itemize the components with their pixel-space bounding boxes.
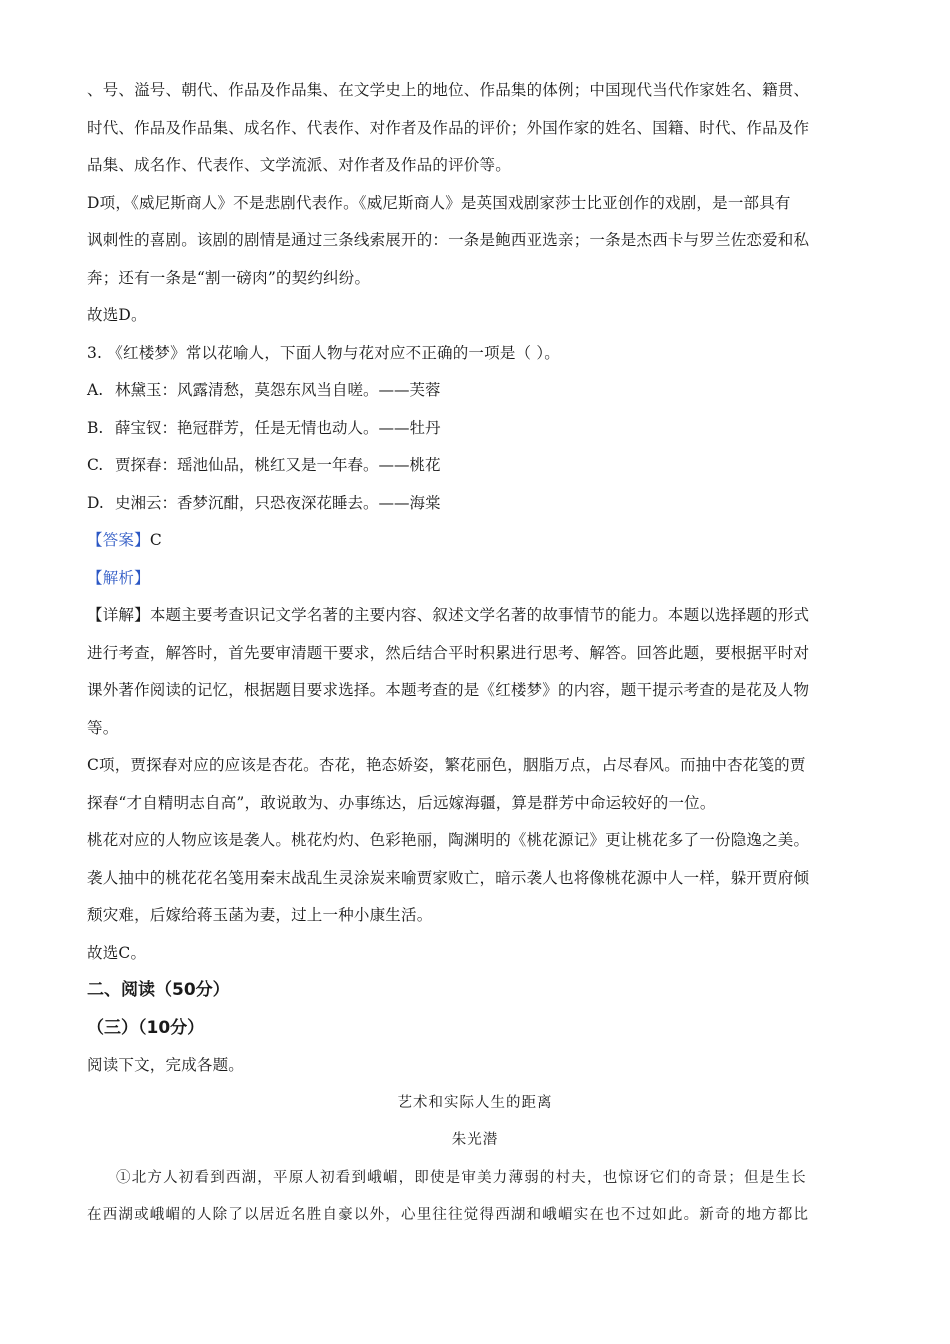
article-title: 艺术和实际人生的距离 bbox=[397, 1094, 553, 1111]
option-b bbox=[87, 410, 863, 448]
option-letter: C. bbox=[87, 456, 104, 474]
choose-d: 故选D。 bbox=[87, 306, 147, 324]
article-paragraph-line: ①北方人初看到西湖，平原人初看到峨嵋，即使是审美力薄弱的村夫，也惊讶它们的奇景；但是生长 bbox=[116, 1169, 807, 1186]
peach-line: 桃花对应的人物应该是袭人。桃花灼灼、色彩艳丽，陶渊明的《桃花源记》更让桃花多了一份隐逸之美。 bbox=[87, 831, 810, 849]
option-c bbox=[87, 447, 863, 485]
article-paragraph-line: 在西湖或峨嵋的人除了以居近名胜自豪以外，心里往往觉得西湖和峨嵋实在也不过如此。新奇的地方都比 bbox=[87, 1207, 810, 1223]
detail-text: 本题主要考查识记文学名著的主要内容、叙述文学名著的故事情节的能力。本题以选择题的形式 bbox=[149, 606, 810, 624]
detail-line bbox=[87, 597, 863, 635]
section-heading: 二、阅读（50分） bbox=[87, 980, 230, 1000]
option-text: 史湘云：香梦沉酣，只恐夜深花睡去。——海棠 bbox=[115, 493, 441, 512]
option-letter: A. bbox=[87, 381, 104, 399]
question-3-stem: 3. 《红楼梦》常以花喻人，下面人物与花对应不正确的一项是（ ）。 bbox=[87, 343, 560, 362]
c-item-line: 探春“才自精明志自高”，敢说敢为、办事练达，后远嫁海疆，算是群芳中命运较好的一位。 bbox=[87, 793, 716, 812]
detail-line: 等。 bbox=[87, 718, 119, 737]
subsection-heading: （三）（10分） bbox=[87, 1017, 205, 1038]
option-text: 薛宝钗：艳冠群芳，任是无情也动人。——牡丹 bbox=[115, 418, 441, 437]
peach-line: 袭人抽中的桃花花名笺用秦末战乱生灵涂炭来喻贾家败亡，暗示袭人也将像桃花源中人一样，躲开贾府倾 bbox=[87, 868, 810, 887]
continuation-line: 品集、成名作、代表作、文学流派、对作者及作品的评价等。 bbox=[87, 156, 511, 174]
answer-tag: 【答案】 bbox=[87, 531, 150, 549]
d-item-line: 讽刺性的喜剧。该剧的剧情是通过三条线索展开的：一条是鲍西亚选亲；一条是杰西卡与罗兰佐恋爱和私 bbox=[87, 231, 810, 249]
answer-value: C bbox=[149, 531, 162, 549]
option-text: 贾探春：瑶池仙品，桃红又是一年春。——桃花 bbox=[115, 456, 441, 474]
continuation-line: 、号、溢号、朝代、作品及作品集、在文学史上的地位、作品集的体例；中国现代当代作家姓名、籍贯、 bbox=[87, 81, 810, 99]
c-item-line: C项，贾探春对应的应该是杏花。杏花，艳态娇姿，繁花丽色，胭脂万点，占尽春风。而抽中杏花笺的贾 bbox=[87, 756, 806, 774]
option-letter: D. bbox=[87, 493, 104, 512]
peach-line: 颓灾难，后嫁给蒋玉菡为妻，过上一种小康生活。 bbox=[87, 906, 433, 924]
answer-line bbox=[87, 522, 863, 560]
continuation-line: 时代、作品及作品集、成名作、代表作、对作者及作品的评价；外国作家的姓名、国籍、时代、作品及作 bbox=[87, 118, 810, 137]
detail-line: 进行考查，解答时，首先要审清题干要求，然后结合平时积累进行思考、解答。回答此题，要根据平时对 bbox=[87, 643, 810, 662]
detail-line: 课外著作阅读的记忆，根据题目要求选择。本题考查的是《红楼梦》的内容，题干提示考查的是花及人物 bbox=[87, 681, 810, 699]
analysis-line bbox=[87, 560, 863, 598]
d-item-line: 奔；还有一条是“割一磅肉”的契约纠纷。 bbox=[87, 268, 371, 287]
choose-c: 故选C。 bbox=[87, 943, 147, 962]
reading-instruction: 阅读下文，完成各题。 bbox=[87, 1056, 245, 1074]
document-page bbox=[87, 72, 863, 1235]
option-a bbox=[87, 372, 863, 410]
analysis-tag: 【解析】 bbox=[87, 568, 150, 587]
d-item-line: D项，《威尼斯商人》不是悲剧代表作。《威尼斯商人》是英国戏剧家莎士比亚创作的戏剧，是一部具有 bbox=[87, 193, 791, 212]
option-d bbox=[87, 485, 863, 523]
detail-tag: 【详解】 bbox=[87, 606, 150, 624]
option-letter: B. bbox=[87, 418, 104, 437]
option-text: 林黛玉：风露清愁，莫怨东风当自嗟。——芙蓉 bbox=[115, 381, 441, 399]
article-author: 朱光潜 bbox=[451, 1132, 499, 1148]
